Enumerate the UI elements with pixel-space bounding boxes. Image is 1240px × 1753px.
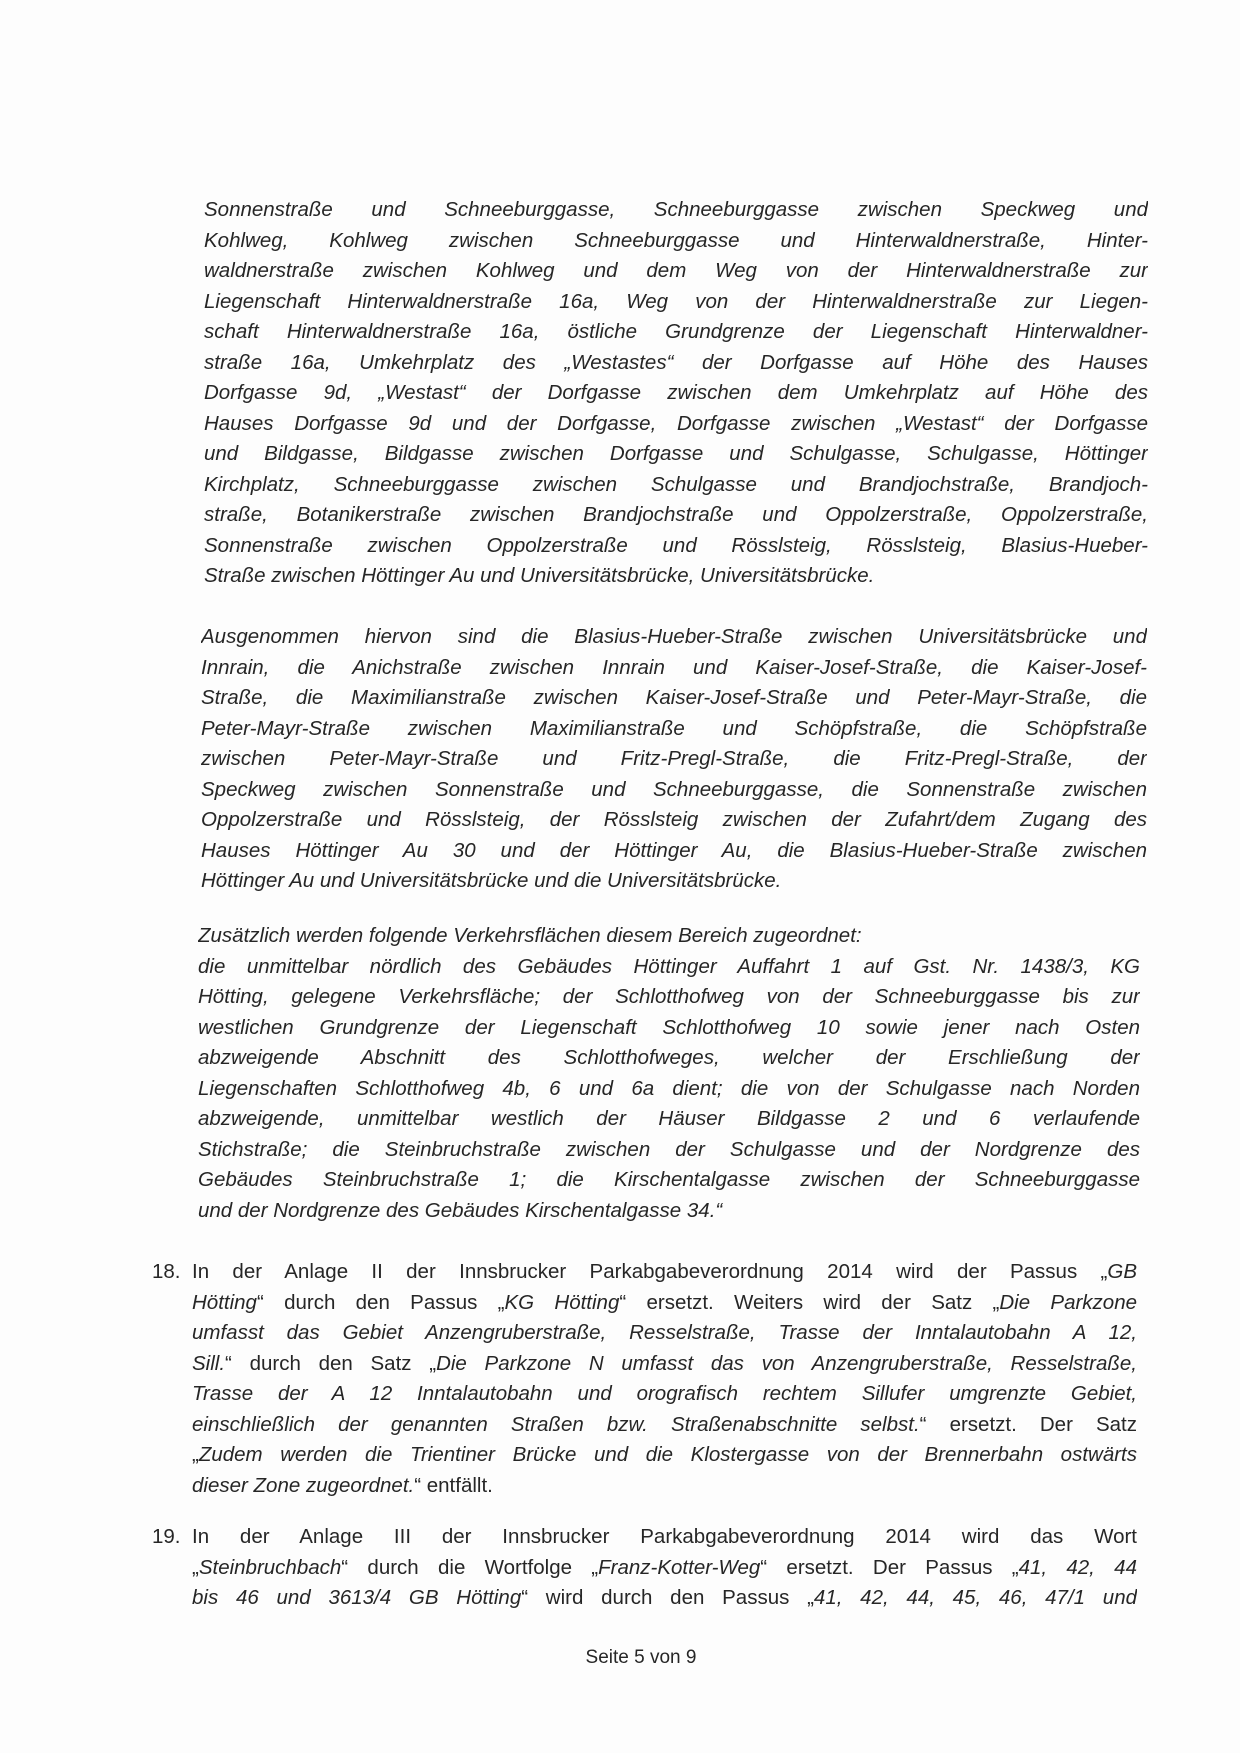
italic-text: Die Parkzone N umfasst das von Anzengruberstraße, Resselstraße, bbox=[436, 1351, 1137, 1375]
italic-text: Ausgenommen hiervon sind die Blasius-Hueber-Straße zwischen Universitätsbrücke und bbox=[201, 625, 1147, 648]
item-18-text bbox=[192, 1257, 1137, 1501]
text: „ bbox=[192, 1443, 199, 1466]
italic-text: die unmittelbar nördlich des Gebäudes Höttinger Auffahrt 1 auf Gst. Nr. 1438/3, KG bbox=[198, 954, 1140, 978]
italic-text: Oppolzerstraße und Rösslsteig, der Rösslsteig zwischen der Zufahrt/dem Zugang des bbox=[201, 808, 1147, 831]
text-line bbox=[192, 1379, 1137, 1410]
italic-text: schaft Hinterwaldnerstraße 16a, östliche Grundgrenze der Liegenschaft Hinterwaldner- bbox=[204, 320, 1148, 343]
text-line bbox=[192, 1349, 1137, 1380]
text-line bbox=[204, 256, 1148, 287]
text-line bbox=[198, 921, 1140, 952]
text-line bbox=[198, 1165, 1140, 1196]
italic-text: und Bildgasse, Bildgasse zwischen Dorfgasse und Schulgasse, Schulgasse, Höttinger bbox=[204, 442, 1148, 465]
italic-text: abzweigende, unmittelbar westlich der Häuser Bildgasse 2 und 6 verlaufende bbox=[198, 1107, 1140, 1130]
text-line bbox=[192, 1318, 1137, 1349]
item-number-19: 19. bbox=[152, 1525, 181, 1548]
text-line bbox=[204, 561, 1148, 592]
italic-text: Sonnenstraße zwischen Oppolzerstraße und Rösslsteig, Rösslsteig, Blasius-Hueber- bbox=[204, 533, 1148, 557]
text-line bbox=[192, 1288, 1137, 1319]
paragraph-additional-areas bbox=[198, 921, 1140, 1226]
paragraph-exceptions bbox=[201, 622, 1147, 897]
text-line bbox=[204, 409, 1148, 440]
italic-text: Hötting, gelegene Verkehrsfläche; der Schlotthofweg von der Schneeburggasse bis zur bbox=[198, 985, 1140, 1008]
text: “ durch den Passus „ bbox=[256, 1290, 505, 1314]
italic-text: Zudem werden die Trientiner Brücke und die Klostergasse von der Brennerbahn ostwärts bbox=[198, 1443, 1137, 1466]
text-line bbox=[192, 1583, 1137, 1614]
italic-text: Franz-Kotter-Weg bbox=[598, 1555, 761, 1579]
italic-text: Sonnenstraße und Schneeburggasse, Schneeburggasse zwischen Speckweg und bbox=[204, 198, 1148, 221]
text-line bbox=[192, 1522, 1137, 1553]
text-line bbox=[192, 1410, 1137, 1441]
text-line bbox=[192, 1553, 1137, 1584]
italic-text: Dorfgasse 9d, „Westast“ der Dorfgasse zwischen dem Umkehrplatz auf Höhe des bbox=[204, 381, 1148, 404]
italic-text: umfasst das Gebiet Anzengruberstraße, Resselstraße, Trasse der Inntalautobahn A 12, bbox=[192, 1321, 1137, 1344]
text-line bbox=[204, 317, 1148, 348]
text: “ entfällt. bbox=[414, 1473, 493, 1497]
text: “ ersetzt. Der Passus „ bbox=[760, 1555, 1019, 1579]
italic-text: Peter-Mayr-Straße zwischen Maximilianstraße und Schöpfstraße, die Schöpfstraße bbox=[201, 716, 1147, 740]
text-line bbox=[198, 982, 1140, 1013]
italic-text: Gebäudes Steinbruchstraße 1; die Kirschentalgasse zwischen der Schneeburggasse bbox=[198, 1168, 1140, 1191]
text-line bbox=[201, 744, 1147, 775]
text: In der Anlage II der Innsbrucker Parkabgabeverordnung 2014 wird der Passus „ bbox=[192, 1260, 1108, 1283]
text: In der Anlage III der Innsbrucker Parkabgabeverordnung 2014 wird das Wort bbox=[192, 1525, 1137, 1548]
italic-text: und der Nordgrenze des Gebäudes Kirschentalgasse 34.“ bbox=[198, 1198, 723, 1222]
italic-text: 41, 42, 44 bbox=[1018, 1555, 1137, 1579]
italic-text: Die Parkzone bbox=[999, 1290, 1137, 1314]
text: “ durch die Wortfolge „ bbox=[341, 1555, 599, 1579]
italic-text: Hauses Dorfgasse 9d und der Dorfgasse, Dorfgasse zwischen „Westast“ der Dorfgasse bbox=[204, 411, 1148, 435]
paragraph-zone-streets bbox=[204, 195, 1148, 592]
text-line bbox=[201, 775, 1147, 806]
italic-text: 41, 42, 44, 45, 46, 47/1 und bbox=[813, 1586, 1137, 1609]
italic-text: Steinbruchbach bbox=[198, 1555, 342, 1579]
italic-text: waldnerstraße zwischen Kohlweg und dem Weg von der Hinterwaldnerstraße zur bbox=[204, 259, 1148, 282]
italic-text: Stichstraße; die Steinbruchstraße zwischen der Schulgasse und der Nordgrenze des bbox=[198, 1137, 1140, 1161]
text-line bbox=[201, 836, 1147, 867]
text-line bbox=[198, 1013, 1140, 1044]
italic-text: Hötting bbox=[192, 1290, 257, 1314]
text-line bbox=[198, 1135, 1140, 1166]
text-line bbox=[204, 287, 1148, 318]
text-line bbox=[192, 1471, 1137, 1502]
italic-text: zwischen Peter-Mayr-Straße und Fritz-Pregl-Straße, die Fritz-Pregl-Straße, der bbox=[201, 747, 1147, 770]
italic-text: einschließlich der genannten Straßen bzw. Straßenabschnitte selbst. bbox=[192, 1412, 920, 1436]
text-line bbox=[201, 653, 1147, 684]
text-line bbox=[192, 1257, 1137, 1288]
text-line bbox=[204, 226, 1148, 257]
text: “ ersetzt. Weiters wird der Satz „ bbox=[619, 1290, 1000, 1314]
text-line bbox=[198, 1074, 1140, 1105]
text: “ durch den Satz „ bbox=[225, 1351, 437, 1375]
italic-text: straße, Botanikerstraße zwischen Brandjochstraße und Oppolzerstraße, Oppolzerstraße, bbox=[204, 503, 1148, 526]
text-line bbox=[204, 195, 1148, 226]
italic-text: KG Hötting bbox=[504, 1290, 620, 1314]
text: “ wird durch den Passus „ bbox=[521, 1586, 814, 1609]
text-line bbox=[192, 1440, 1137, 1471]
italic-text: dieser Zone zugeordnet. bbox=[192, 1473, 415, 1497]
italic-text: Liegenschaft Hinterwaldnerstraße 16a, Weg von der Hinterwaldnerstraße zur Liegen- bbox=[204, 289, 1148, 313]
italic-text: bis 46 und 3613/4 GB Hötting bbox=[192, 1586, 522, 1609]
text-line bbox=[201, 714, 1147, 745]
text-line bbox=[201, 805, 1147, 836]
text: „ bbox=[192, 1555, 199, 1579]
text-line bbox=[201, 683, 1147, 714]
text-line bbox=[204, 439, 1148, 470]
italic-text: Innrain, die Anichstraße zwischen Innrain und Kaiser-Josef-Straße, die Kaiser-Josef- bbox=[201, 655, 1147, 679]
text-line bbox=[198, 1104, 1140, 1135]
italic-text: Höttinger Au und Universitätsbrücke und die Universitätsbrücke. bbox=[201, 869, 782, 892]
italic-text: westlichen Grundgrenze der Liegenschaft Schlotthofweg 10 sowie jener nach Osten bbox=[198, 1015, 1140, 1039]
italic-text: Sill. bbox=[192, 1351, 226, 1375]
italic-text: Zusätzlich werden folgende Verkehrsflächen diesem Bereich zugeordnet: bbox=[198, 924, 862, 947]
italic-text: Straße, die Maximilianstraße zwischen Kaiser-Josef-Straße und Peter-Mayr-Straße, die bbox=[201, 686, 1147, 709]
text-line bbox=[204, 500, 1148, 531]
italic-text: Liegenschaften Schlotthofweg 4b, 6 und 6a dient; die von der Schulgasse nach Norden bbox=[198, 1076, 1140, 1100]
italic-text: Trasse der A 12 Inntalautobahn und orografisch rechtem Sillufer umgrenzte Gebiet, bbox=[192, 1382, 1137, 1405]
text-line bbox=[204, 470, 1148, 501]
italic-text: straße 16a, Umkehrplatz des „Westastes“ der Dorfgasse auf Höhe des Hauses bbox=[204, 350, 1148, 374]
text-line bbox=[204, 348, 1148, 379]
text-line bbox=[201, 866, 1147, 897]
italic-text: GB bbox=[1107, 1260, 1137, 1283]
italic-text: Speckweg zwischen Sonnenstraße und Schneeburggasse, die Sonnenstraße zwischen bbox=[201, 777, 1147, 801]
item-number-18: 18. bbox=[152, 1260, 181, 1283]
text-line bbox=[204, 531, 1148, 562]
item-19-text bbox=[192, 1522, 1137, 1614]
text-line bbox=[198, 1043, 1140, 1074]
italic-text: Straße zwischen Höttinger Au und Universitätsbrücke, Universitätsbrücke. bbox=[204, 564, 875, 587]
italic-text: Kirchplatz, Schneeburggasse zwischen Schulgasse und Brandjochstraße, Brandjoch- bbox=[204, 472, 1148, 496]
text-line bbox=[204, 378, 1148, 409]
text: “ ersetzt. Der Satz bbox=[919, 1412, 1137, 1436]
italic-text: Kohlweg, Kohlweg zwischen Schneeburggasse und Hinterwaldnerstraße, Hinter- bbox=[204, 228, 1148, 252]
italic-text: abzweigende Abschnitt des Schlotthofweges, welcher der Erschließung der bbox=[198, 1046, 1140, 1069]
italic-text: Hauses Höttinger Au 30 und der Höttinger Au, die Blasius-Hueber-Straße zwischen bbox=[201, 838, 1147, 862]
text-line bbox=[201, 622, 1147, 653]
text-line bbox=[198, 1196, 1140, 1227]
text-line bbox=[198, 952, 1140, 983]
page-number: Seite 5 von 9 bbox=[585, 1647, 697, 1668]
